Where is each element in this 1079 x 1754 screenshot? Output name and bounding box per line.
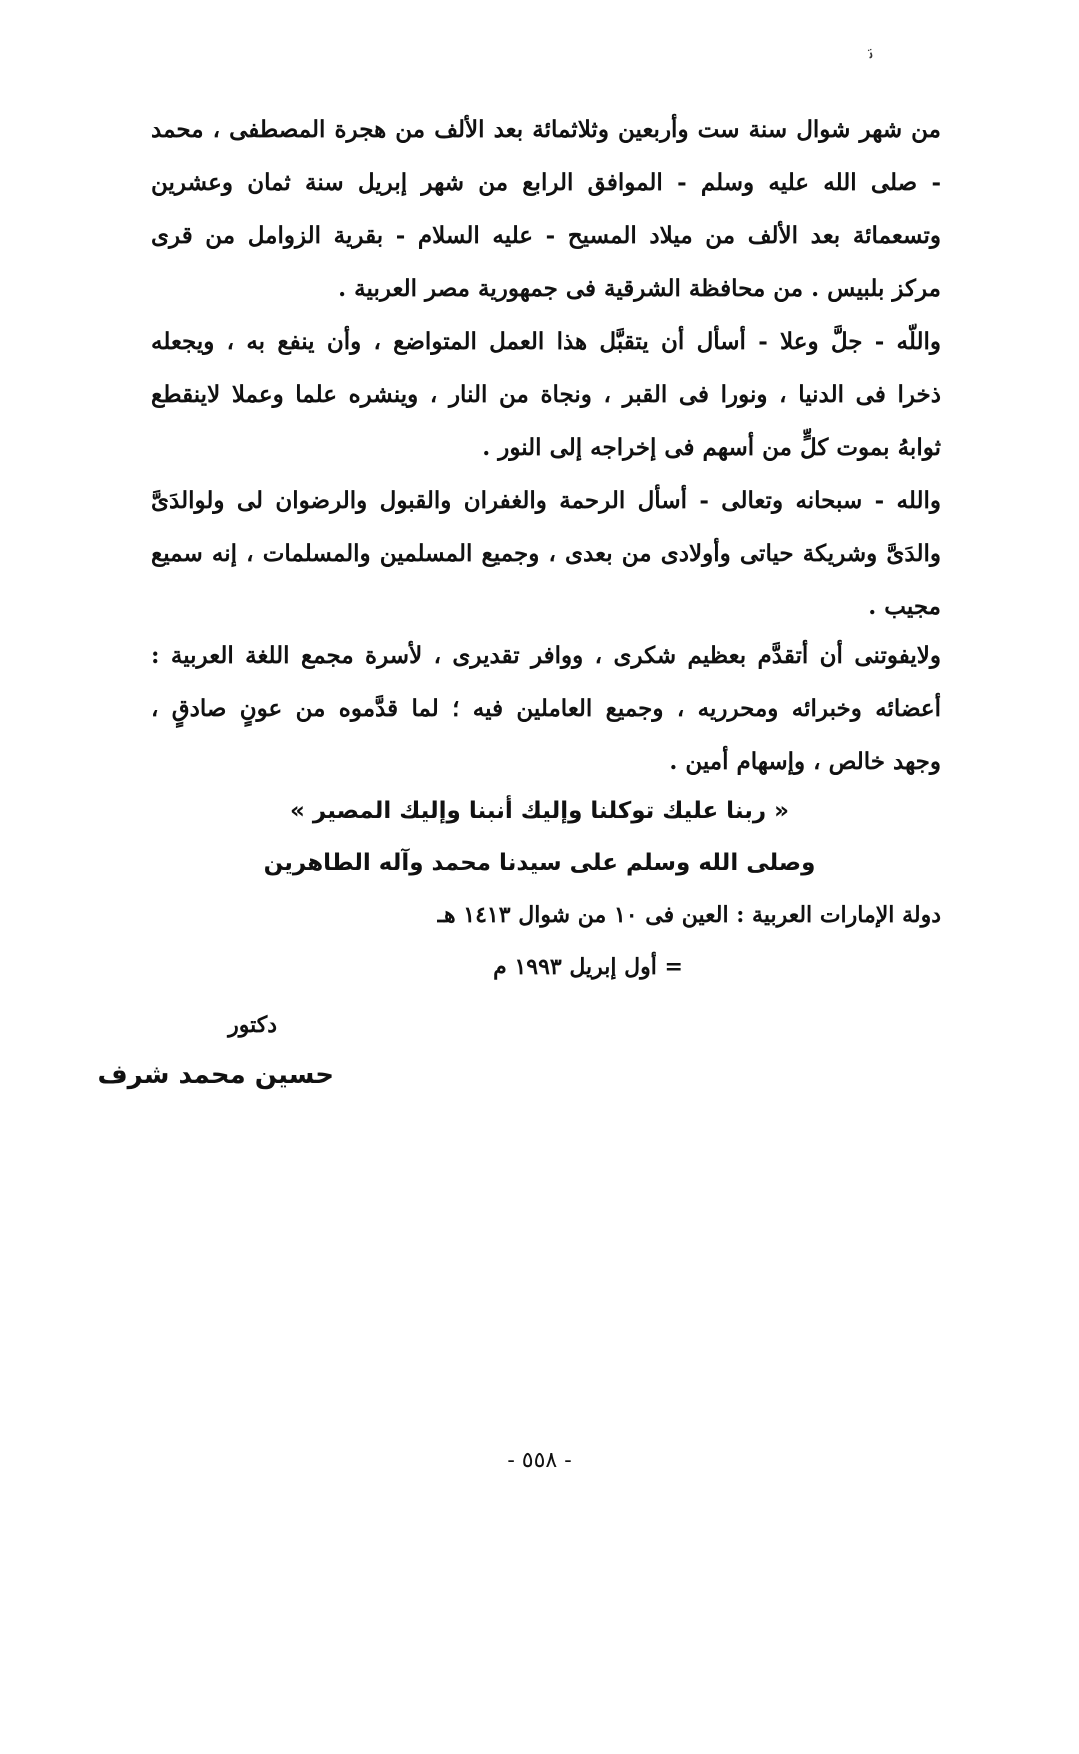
paragraph-line: والله - سبحانه وتعالى - أسأل الرحمة والغفران والقبول والرضوان لى ولوالدَىَّ xyxy=(151,487,941,514)
paragraph-line: أعضائه وخبرائه ومحرريه ، وجميع العاملين فيه ؛ لما قدَّموه من عونٍ صادقٍ ، xyxy=(151,695,941,722)
paragraph-line: وجهد خالص ، وإسهام أمين . xyxy=(669,748,941,775)
page-number: - ٥٥٨ - xyxy=(507,1448,572,1473)
place-date-line: دولة الإمارات العربية : العين فى ١٠ من شوال ١٤١٣ هـ xyxy=(437,902,941,928)
paragraph-3 xyxy=(151,487,941,637)
paragraph-line: - صلى الله عليه وسلم - الموافق الرابع من شهر إبريل سنة ثمان وعشرين xyxy=(151,169,941,196)
paragraph-4 xyxy=(151,642,941,792)
paragraph-line: مجيب . xyxy=(868,593,941,620)
paragraph-line: واللّه - جلَّ وعلا - أسأل أن يتقبَّل هذا العمل المتواضع ، وأن ينفع به ، ويجعله xyxy=(151,328,941,355)
paragraph-line: ذخرا فى الدنيا ، ونورا فى القبر ، ونجاة من النار ، وينشره علما وعملا لاينقطع xyxy=(151,381,941,408)
paragraph-1 xyxy=(151,116,941,306)
quran-verse: « ربنا عليك توكلنا وإليك أنبنا وإليك المصير » xyxy=(290,798,789,824)
corner-mark: ﺗ xyxy=(864,41,877,64)
paragraph-line: وتسعمائة بعد الألف من ميلاد المسيح - عليه السلام - بقرية الزوامل من قرى xyxy=(151,222,941,249)
paragraph-2 xyxy=(151,328,941,478)
signature-name: حسين محمد شرف xyxy=(97,1060,334,1090)
salutation-line: وصلى الله وسلم على سيدنا محمد وآله الطاهرين xyxy=(263,850,816,876)
gregorian-date-line: = أول إبريل ١٩٩٣ م xyxy=(493,954,683,980)
paragraph-line: مركز بلبيس . من محافظة الشرقية فى جمهورية مصر العربية . xyxy=(338,275,941,302)
paragraph-line: ولايفوتنى أن أتقدَّم بعظيم شكرى ، ووافر تقديرى ، لأسرة مجمع اللغة العربية : xyxy=(151,642,941,669)
paragraph-line: من شهر شوال سنة ست وأربعين وثلاثمائة بعد الألف من هجرة المصطفى ، محمد xyxy=(151,116,941,143)
signature-title: دكتور xyxy=(228,1012,277,1038)
paragraph-line: ثوابهُ بموت كلٍّ من أسهم فى إخراجه إلى النور . xyxy=(482,434,941,461)
paragraph-line: والدَىَّ وشريكة حياتى وأولادى من بعدى ، وجميع المسلمين والمسلمات ، إنه سميع xyxy=(151,540,941,567)
